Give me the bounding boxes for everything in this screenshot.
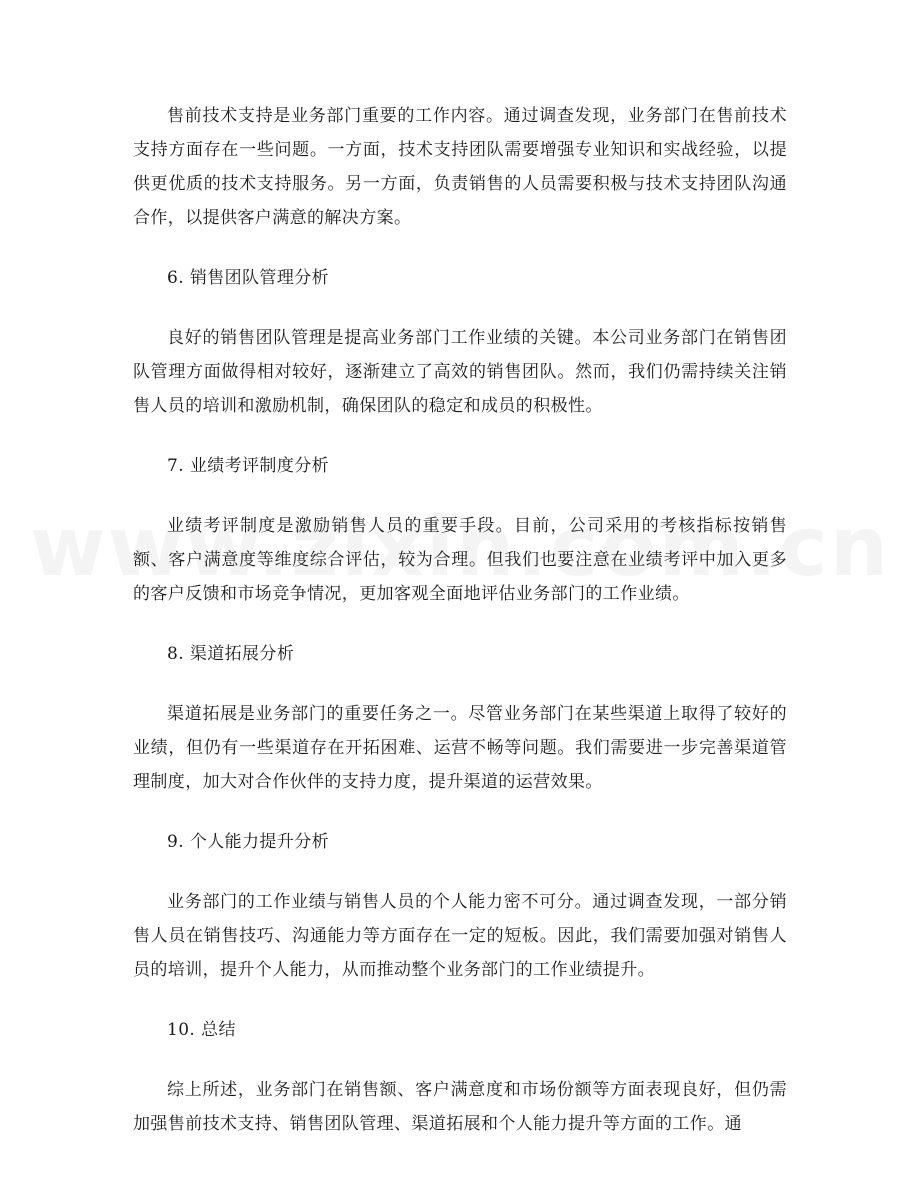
document-body — [133, 99, 787, 1167]
paragraph-presales-support: 售前技术支持是业务部门重要的工作内容。通过调查发现，业务部门在售前技术支持方面存在一些问题。一方面，技术支持团队需要增强专业知识和实战经验，以提供更优质的技术支持服务。另一方面，负责销售的人员需要积极与技术支持团队沟通合作，以提供客户满意的解决方案。 — [133, 106, 787, 228]
section-heading-7: 7. 业绩考评制度分析 — [167, 456, 330, 476]
section-heading-9: 9. 个人能力提升分析 — [167, 832, 330, 852]
paragraph-summary: 综上所述，业务部门在销售额、客户满意度和市场份额等方面表现良好，但仍需加强售前技术支持、销售团队管理、渠道拓展和个人能力提升等方面的工作。通 — [133, 1080, 787, 1134]
paragraph-personal-ability: 业务部门的工作业绩与销售人员的个人能力密不可分。通过调查发现，一部分销售人员在销售技巧、沟通能力等方面存在一定的短板。因此，我们需要加强对销售人员的培训，提升个人能力，从而推动整个业务部门的工作业绩提升。 — [133, 892, 787, 980]
section-heading-10: 10. 总结 — [167, 1020, 236, 1040]
paragraph-performance-evaluation: 业绩考评制度是激励销售人员的重要手段。目前，公司采用的考核指标按销售额、客户满意度等维度综合评估，较为合理。但我们也要注意在业绩考评中加入更多的客户反馈和市场竞争情况，更加客观全面地评估业务部门的工作业绩。 — [133, 516, 787, 604]
paragraph-channel-expansion: 渠道拓展是业务部门的重要任务之一。尽管业务部门在某些渠道上取得了较好的业绩，但仍有一些渠道存在开拓困难、运营不畅等问题。我们需要进一步完善渠道管理制度，加大对合作伙伴的支持力度，提升渠道的运营效果。 — [133, 704, 787, 792]
section-heading-6: 6. 销售团队管理分析 — [167, 268, 330, 288]
paragraph-sales-team-management: 良好的销售团队管理是提高业务部门工作业绩的关键。本公司业务部门在销售团队管理方面做得相对较好，逐渐建立了高效的销售团队。然而，我们仍需持续关注销售人员的培训和激励机制，确保团队的稳定和成员的积极性。 — [133, 328, 787, 416]
section-heading-8: 8. 渠道拓展分析 — [167, 644, 295, 664]
